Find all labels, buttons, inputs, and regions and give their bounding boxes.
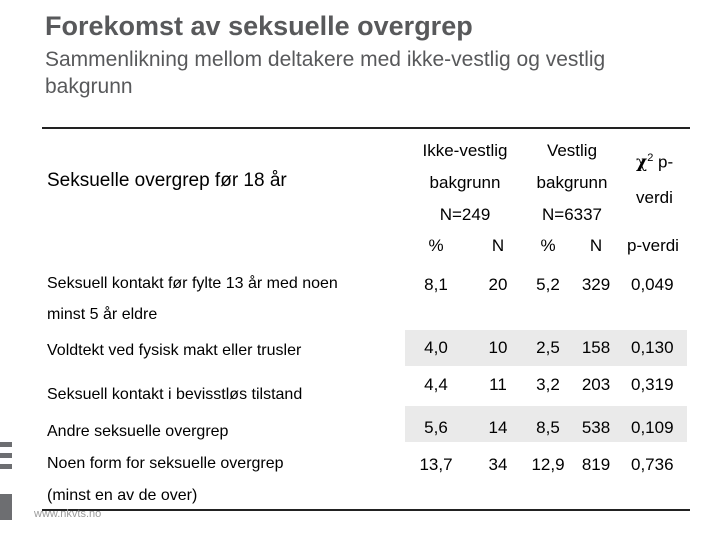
logo-bar — [0, 464, 12, 469]
cell-p-value: 0,319 — [631, 375, 674, 394]
subheader-p-value: p-verdi — [627, 236, 679, 255]
logo-bar — [0, 453, 12, 458]
row-label-continued: (minst en av de over) — [47, 487, 198, 504]
footer-url: www.nkvts.no — [34, 508, 102, 520]
cell-pct-1: 13,7 — [419, 455, 453, 474]
cell-p-value: 0,736 — [631, 455, 674, 474]
cell-n-2: 203 — [581, 375, 611, 394]
cell-n-1: 10 — [488, 338, 508, 357]
cell-n-1: 11 — [489, 375, 507, 394]
cell-pct-2: 8,5 — [536, 418, 560, 437]
cell-p-value: 0,049 — [631, 275, 674, 294]
section-label: Seksuelle overgrep før 18 år — [47, 170, 287, 191]
cell-n-1: 20 — [488, 275, 508, 294]
group-header-line2: bakgrunn — [536, 173, 608, 192]
cell-n-2: 329 — [581, 275, 611, 294]
subheader-pct-1: % — [428, 236, 444, 255]
group-header-line1: Ikke-vestlig — [422, 141, 508, 160]
cell-p-value: 0,109 — [631, 418, 674, 437]
cell-n-1: 34 — [488, 455, 508, 474]
cell-pct-2: 3,2 — [536, 375, 560, 394]
chi-square-header — [636, 152, 673, 173]
cell-pct-1: 8,1 — [424, 275, 448, 294]
row-label-continued: minst 5 år eldre — [47, 306, 158, 323]
cell-p-value: 0,130 — [631, 338, 674, 357]
cell-n-1: 14 — [488, 418, 508, 437]
group-header-n: N=249 — [439, 205, 491, 224]
chi-exponent: 2 — [647, 152, 654, 164]
group-header-line2: bakgrunn — [429, 173, 501, 192]
subheader-n-2: N — [589, 236, 603, 255]
cell-pct-2: 2,5 — [536, 338, 560, 357]
cell-pct-2: 12,9 — [531, 455, 565, 474]
row-label: Seksuell kontakt i bevisstløs tilstand — [47, 386, 303, 403]
cell-n-2: 819 — [581, 455, 611, 474]
row-label: Voldtekt ved fysisk makt eller trusler — [47, 342, 302, 359]
chi-square-header-line2: verdi — [636, 188, 673, 207]
subheader-pct-2: % — [540, 236, 556, 255]
cell-n-2: 538 — [581, 418, 611, 437]
cell-pct-1: 5,6 — [424, 418, 448, 437]
chi-symbol: χ — [636, 152, 648, 173]
group-header-n: N=6337 — [541, 205, 603, 224]
table-top-rule — [42, 127, 690, 129]
row-label: Andre seksuelle overgrep — [47, 423, 229, 440]
cell-pct-1: 4,0 — [424, 338, 448, 357]
logo-bar — [0, 442, 12, 447]
logo-bar — [0, 494, 12, 520]
subheader-n-1: N — [491, 236, 505, 255]
chi-suffix: p- — [653, 152, 674, 172]
cell-pct-2: 5,2 — [536, 275, 560, 294]
cell-pct-1: 4,4 — [424, 375, 448, 394]
page-subtitle: Sammenlikning mellom deltakere med ikke-vestlig og vestlig bakgrunn — [45, 48, 606, 98]
table-bottom-rule — [42, 509, 690, 511]
row-label: Seksuell kontakt før fylte 13 år med noen — [47, 275, 338, 292]
cell-n-2: 158 — [581, 338, 611, 357]
group-header-line1: Vestlig — [546, 141, 598, 160]
row-label: Noen form for seksuelle overgrep — [47, 455, 284, 472]
page-title: Forekomst av seksuelle overgrep — [45, 11, 473, 41]
